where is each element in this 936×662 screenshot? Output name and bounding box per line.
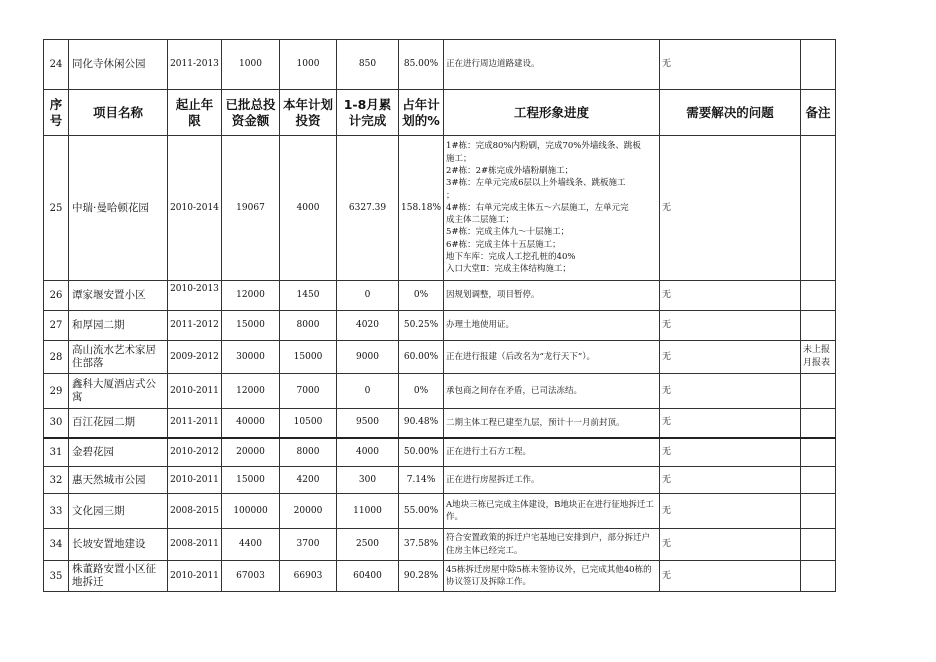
header-index: 序号 xyxy=(44,90,69,136)
notes xyxy=(801,40,836,90)
table-row xyxy=(44,136,836,281)
header-period: 起止年限 xyxy=(168,90,222,136)
table-row xyxy=(44,341,836,374)
issues: 无 xyxy=(660,409,801,438)
notes xyxy=(801,281,836,311)
progress: 符合安置政策的拆迁户宅基地已安排到户，部分拆迁户住房主体已经完工。 xyxy=(444,529,660,561)
issues: 无 xyxy=(660,561,801,592)
annual-plan: 10500 xyxy=(280,409,337,438)
progress: 正在进行周边道路建设。 xyxy=(444,40,660,90)
row-index: 25 xyxy=(44,136,69,281)
table-row xyxy=(44,467,836,494)
annual-plan: 4000 xyxy=(280,136,337,281)
notes: 未上报月报表 xyxy=(801,341,836,374)
notes xyxy=(801,374,836,409)
issues: 无 xyxy=(660,374,801,409)
table-row xyxy=(44,281,836,311)
period: 2008-2011 xyxy=(168,529,222,561)
notes xyxy=(801,561,836,592)
period: 2010-2011 xyxy=(168,561,222,592)
row-index: 35 xyxy=(44,561,69,592)
progress: A地块三栋已完成主体建设，B地块正在进行征地拆迁工作。 xyxy=(444,494,660,529)
progress-line: 5#栋：完成主体九～十层施工； xyxy=(446,227,570,238)
period: 2008-2015 xyxy=(168,494,222,529)
total-investment: 4400 xyxy=(222,529,280,561)
project-name: 文化园三期 xyxy=(69,494,168,529)
cumulative-done: 4000 xyxy=(337,438,399,467)
total-investment: 1000 xyxy=(222,40,280,90)
total-investment: 12000 xyxy=(222,281,280,311)
plan-percent: 90.28% xyxy=(399,561,444,592)
annual-plan: 15000 xyxy=(280,341,337,374)
table-row xyxy=(44,40,836,90)
header-pct: 占年计划的% xyxy=(399,90,444,136)
row-index: 27 xyxy=(44,311,69,341)
period: 2011-2013 xyxy=(168,40,222,90)
row-index: 32 xyxy=(44,467,69,494)
plan-percent: 50.25% xyxy=(399,311,444,341)
plan-percent: 90.48% xyxy=(399,409,444,438)
period: 2011-2011 xyxy=(168,409,222,438)
table-row xyxy=(44,529,836,561)
row-index: 29 xyxy=(44,374,69,409)
progress-line: 施工； xyxy=(446,153,472,164)
period: 2011-2012 xyxy=(168,311,222,341)
project-name: 惠天然城市公园 xyxy=(69,467,168,494)
progress: 因规划调整，项目暂停。 xyxy=(444,281,660,311)
issues: 无 xyxy=(660,529,801,561)
progress-line: 6#栋：完成主体十五层施工； xyxy=(446,239,561,250)
project-name: 同化寺休闲公园 xyxy=(69,40,168,90)
annual-plan: 1000 xyxy=(280,40,337,90)
project-name: 金碧花园 xyxy=(69,438,168,467)
total-investment: 20000 xyxy=(222,438,280,467)
progress: 二期主体工程已建至九层，预计十一月前封顶。 xyxy=(444,409,660,438)
notes xyxy=(801,311,836,341)
progress-line: 入口大堂Ⅱ：完成主体结构施工； xyxy=(446,264,571,275)
row-index: 26 xyxy=(44,281,69,311)
notes xyxy=(801,529,836,561)
notes xyxy=(801,409,836,438)
total-investment: 67003 xyxy=(222,561,280,592)
plan-percent: 50.00% xyxy=(399,438,444,467)
plan-percent: 158.18% xyxy=(399,136,444,281)
cumulative-done: 300 xyxy=(337,467,399,494)
progress-line: ； xyxy=(446,190,455,201)
annual-plan: 8000 xyxy=(280,438,337,467)
project-name: 和厚园二期 xyxy=(69,311,168,341)
total-investment: 40000 xyxy=(222,409,280,438)
header-total: 已批总投资金额 xyxy=(222,90,280,136)
progress xyxy=(444,136,660,281)
annual-plan: 8000 xyxy=(280,311,337,341)
progress-line: 1#栋：完成80%内粉刷，完成70%外墙线条、跳板 xyxy=(446,141,641,152)
project-name: 中瑞·曼哈顿花园 xyxy=(69,136,168,281)
annual-plan: 3700 xyxy=(280,529,337,561)
header-name: 项目名称 xyxy=(69,90,168,136)
issues: 无 xyxy=(660,467,801,494)
plan-percent: 55.00% xyxy=(399,494,444,529)
plan-percent: 37.58% xyxy=(399,529,444,561)
cumulative-done: 0 xyxy=(337,281,399,311)
cumulative-done: 6327.39 xyxy=(337,136,399,281)
table-row xyxy=(44,409,836,438)
row-index: 28 xyxy=(44,341,69,374)
project-name: 百江花园二期 xyxy=(69,409,168,438)
plan-percent: 7.14% xyxy=(399,467,444,494)
table-row xyxy=(44,438,836,467)
project-name: 株董路安置小区征地拆迁 xyxy=(69,561,168,592)
notes xyxy=(801,438,836,467)
period: 2010-2014 xyxy=(168,136,222,281)
header-row xyxy=(44,90,836,136)
progress-line: 4#栋：右单元完成主体五～六层施工，左单元完 xyxy=(446,202,629,213)
issues: 无 xyxy=(660,311,801,341)
total-investment: 12000 xyxy=(222,374,280,409)
project-name: 高山流水艺术家居住部落 xyxy=(69,341,168,374)
issues: 无 xyxy=(660,341,801,374)
project-name: 长坡安置地建设 xyxy=(69,529,168,561)
cumulative-done: 0 xyxy=(337,374,399,409)
notes xyxy=(801,494,836,529)
progress: 正在进行房屋拆迁工作。 xyxy=(444,467,660,494)
plan-percent: 0% xyxy=(399,281,444,311)
total-investment: 19067 xyxy=(222,136,280,281)
progress: 45栋拆迁房屋中除5栋未签协议外，已完成其他40栋的协议签订及拆除工作。 xyxy=(444,561,660,592)
progress-line: 2#栋：2#栋完成外墙粉刷施工； xyxy=(446,165,574,176)
progress: 办理土地使用证。 xyxy=(444,311,660,341)
project-name: 鑫科大厦酒店式公寓 xyxy=(69,374,168,409)
header-done: 1-8月累计完成 xyxy=(337,90,399,136)
progress-line: 3#栋：左单元完成6层以上外墙线条、跳板施工 xyxy=(446,178,626,189)
period: 2010-2013 xyxy=(168,281,222,311)
total-investment: 15000 xyxy=(222,467,280,494)
cumulative-done: 11000 xyxy=(337,494,399,529)
cumulative-done: 60400 xyxy=(337,561,399,592)
plan-percent: 85.00% xyxy=(399,40,444,90)
row-index: 24 xyxy=(44,40,69,90)
project-name: 谭家堰安置小区 xyxy=(69,281,168,311)
header-issues: 需要解决的问题 xyxy=(660,90,801,136)
issues: 无 xyxy=(660,40,801,90)
header-plan: 本年计划投资 xyxy=(280,90,337,136)
issues: 无 xyxy=(660,281,801,311)
header-progress: 工程形象进度 xyxy=(444,90,660,136)
row-index: 33 xyxy=(44,494,69,529)
period: 2010-2012 xyxy=(168,438,222,467)
table-row xyxy=(44,494,836,529)
notes xyxy=(801,467,836,494)
progress-line: 成主体二层施工； xyxy=(446,215,515,226)
annual-plan: 66903 xyxy=(280,561,337,592)
cumulative-done: 4020 xyxy=(337,311,399,341)
table-row xyxy=(44,374,836,409)
cumulative-done: 2500 xyxy=(337,529,399,561)
annual-plan: 4200 xyxy=(280,467,337,494)
period: 2010-2011 xyxy=(168,374,222,409)
issues: 无 xyxy=(660,494,801,529)
progress: 正在进行土石方工程。 xyxy=(444,438,660,467)
table-row xyxy=(44,561,836,592)
progress: 承包商之间存在矛盾，已司法冻结。 xyxy=(444,374,660,409)
total-investment: 15000 xyxy=(222,311,280,341)
table-row xyxy=(44,311,836,341)
row-index: 34 xyxy=(44,529,69,561)
total-investment: 100000 xyxy=(222,494,280,529)
cumulative-done: 9000 xyxy=(337,341,399,374)
issues: 无 xyxy=(660,136,801,281)
issues: 无 xyxy=(660,438,801,467)
annual-plan: 20000 xyxy=(280,494,337,529)
row-index: 30 xyxy=(44,409,69,438)
row-index: 31 xyxy=(44,438,69,467)
progress: 正在进行报建（后改名为“龙行天下”）。 xyxy=(444,341,660,374)
annual-plan: 1450 xyxy=(280,281,337,311)
period: 2009-2012 xyxy=(168,341,222,374)
cumulative-done: 850 xyxy=(337,40,399,90)
plan-percent: 0% xyxy=(399,374,444,409)
cumulative-done: 9500 xyxy=(337,409,399,438)
header-notes: 备注 xyxy=(801,90,836,136)
total-investment: 30000 xyxy=(222,341,280,374)
period: 2010-2011 xyxy=(168,467,222,494)
plan-percent: 60.00% xyxy=(399,341,444,374)
notes xyxy=(801,136,836,281)
progress-line: 地下车库：完成人工挖孔桩的40% xyxy=(446,252,576,263)
annual-plan: 7000 xyxy=(280,374,337,409)
project-table xyxy=(43,39,836,592)
